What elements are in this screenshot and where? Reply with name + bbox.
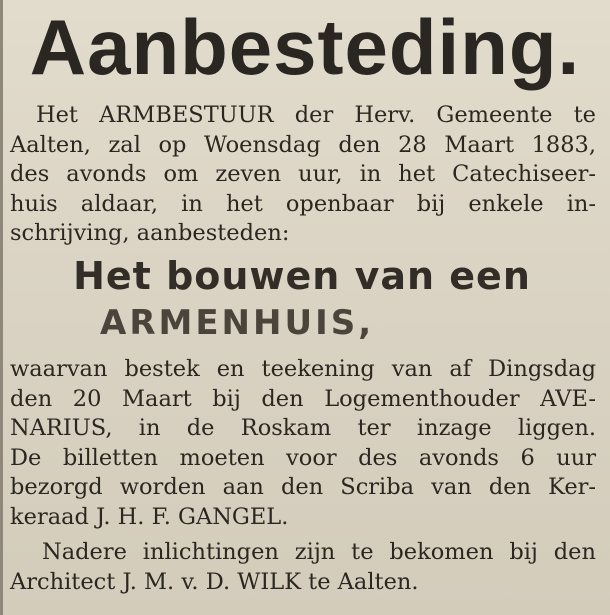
advert-title: Aanbesteding. (29, 3, 581, 91)
body-line: den 20 Maart bij den Logementhouder AVE- (10, 385, 596, 412)
intro-line: Aalten, zal op Woensdag den 28 Maart 1883, (10, 131, 596, 158)
body-line: NARIUS, in de Roskam ter inzage liggen. (10, 415, 596, 441)
intro-line: des avonds om zeven uur, in het Catechiseer- (10, 161, 596, 187)
intro-line: Het ARMBESTUUR der Herv. Gemeente te (36, 102, 596, 128)
closing-line: Nadere inlichtingen zijn te bekomen bij den (42, 539, 596, 565)
intro-paragraph (10, 101, 596, 249)
body-line: bezorgd worden aan den Scriba van den Ker- (10, 474, 596, 500)
intro-line: schrijving, aanbesteden: (10, 220, 290, 246)
subhead: ARMENHUIS, (100, 303, 375, 343)
body-line: waarvan bestek en teekening van af Dingsdag (10, 356, 596, 382)
column-rule (0, 0, 3, 615)
closing-paragraph (10, 538, 596, 597)
headline: Het bouwen van een (73, 254, 531, 298)
closing-line: Architect J. M. v. D. WILK te Aalten. (10, 568, 419, 595)
body-line: keraad J. H. F. GANGEL. (10, 503, 289, 530)
body-line: De billetten moeten voor des avonds 6 uur (10, 444, 596, 471)
body-paragraph (10, 355, 596, 532)
intro-line: huis aldaar, in het openbaar bij enkele in- (10, 190, 596, 217)
